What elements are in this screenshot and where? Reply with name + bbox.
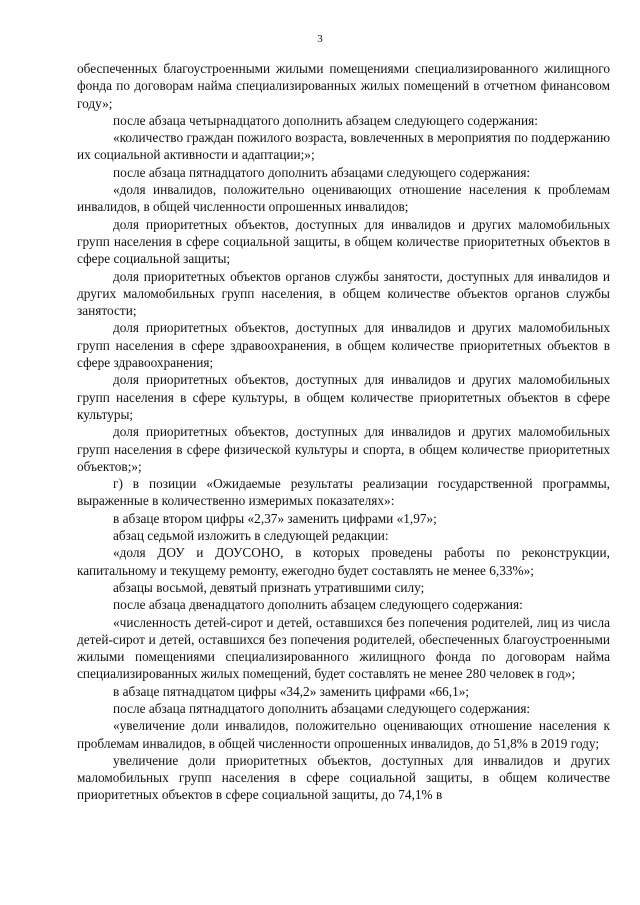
paragraph: после абзаца двенадцатого дополнить абзацем следующего содержания: [113,597,523,613]
paragraph: «количество граждан пожилого возраста, вовлеченных в мероприятия по поддержанию их социальной активности и адаптации;»; [77,130,610,163]
paragraph: абзацы восьмой, девятый признать утратившими силу; [113,579,425,595]
paragraph: «численность детей-сирот и детей, оставшихся без попечения родителей, лиц из числа детей-сирот и детей, оставшихся без попечения родителей, обеспеченных благоустроенными жилыми помещениями специализированного жилищного фонда по договорам найма специализированных жилых помещений, будет составлять не менее 280 человек в год»; [77,614,610,682]
paragraph: доля приоритетных объектов, доступных для инвалидов и других маломобильных групп населения в сфере здравоохранения, в общем количестве приоритетных объектов в сфере здравоохранения; [77,320,610,371]
paragraph: после абзаца четырнадцатого дополнить абзацем следующего содержания: [113,112,538,128]
paragraph: в абзаце втором цифры «2,37» заменить цифрами «1,97»; [113,510,437,526]
paragraph: доля приоритетных объектов, доступных для инвалидов и других маломобильных групп населения в сфере культуры, в общем количестве приоритетных объектов в сфере культуры; [77,372,610,422]
paragraph: доля приоритетных объектов, доступных для инвалидов и других маломобильных групп населения в сфере социальной защиты, в общем количестве приоритетных объектов в сфере социальной защиты; [77,216,610,267]
paragraph: доля приоритетных объектов органов службы занятости, доступных для инвалидов и других маломобильных групп населения, в общем количестве объектов органов службы занятости; [77,268,610,319]
paragraph: в абзаце пятнадцатом цифры «34,2» заменить цифрами «66,1»; [113,683,470,699]
paragraph: обеспеченных благоустроенными жилыми помещениями специализированного жилищного фонда по договорам найма специализированных жилых помещений в отчетном финансовом году»; [77,61,610,111]
paragraph: после абзаца пятнадцатого дополнить абзацами следующего содержания: [113,164,531,180]
paragraph: после абзаца пятнадцатого дополнить абзацами следующего содержания: [113,700,531,716]
paragraph: «доля инвалидов, положительно оценивающих отношение населения к проблемам инвалидов, в общей численности опрошенных инвалидов; [77,182,610,215]
paragraph: абзац седьмой изложить в следующей редакции: [113,528,389,544]
document-body [77,60,610,804]
paragraph: увеличение доли приоритетных объектов, доступных для инвалидов и других маломобильных групп населения в сфере социальной защиты, в общем количестве приоритетных объектов в сфере социальной защиты, до 74,1% в [77,752,610,803]
paragraph: доля приоритетных объектов, доступных для инвалидов и других маломобильных групп населения в сфере физической культуры и спорта, в общем количестве приоритетных объектов;»; [77,424,610,474]
page-number: 3 [317,33,323,45]
paragraph: «увеличение доли инвалидов, положительно оценивающих отношение населения к проблемам инвалидов, в общей численности опрошенных инвалидов, до 51,8% в 2019 году; [77,718,610,751]
paragraph: г) в позиции «Ожидаемые результаты реализации государственной программы, выраженные в количественно измеримых показателях»: [77,476,610,509]
paragraph: «доля ДОУ и ДОУСОНО, в которых проведены работы по реконструкции, капитальному и текущему ремонту, ежегодно будет составлять не менее 6,33%»; [77,545,610,578]
